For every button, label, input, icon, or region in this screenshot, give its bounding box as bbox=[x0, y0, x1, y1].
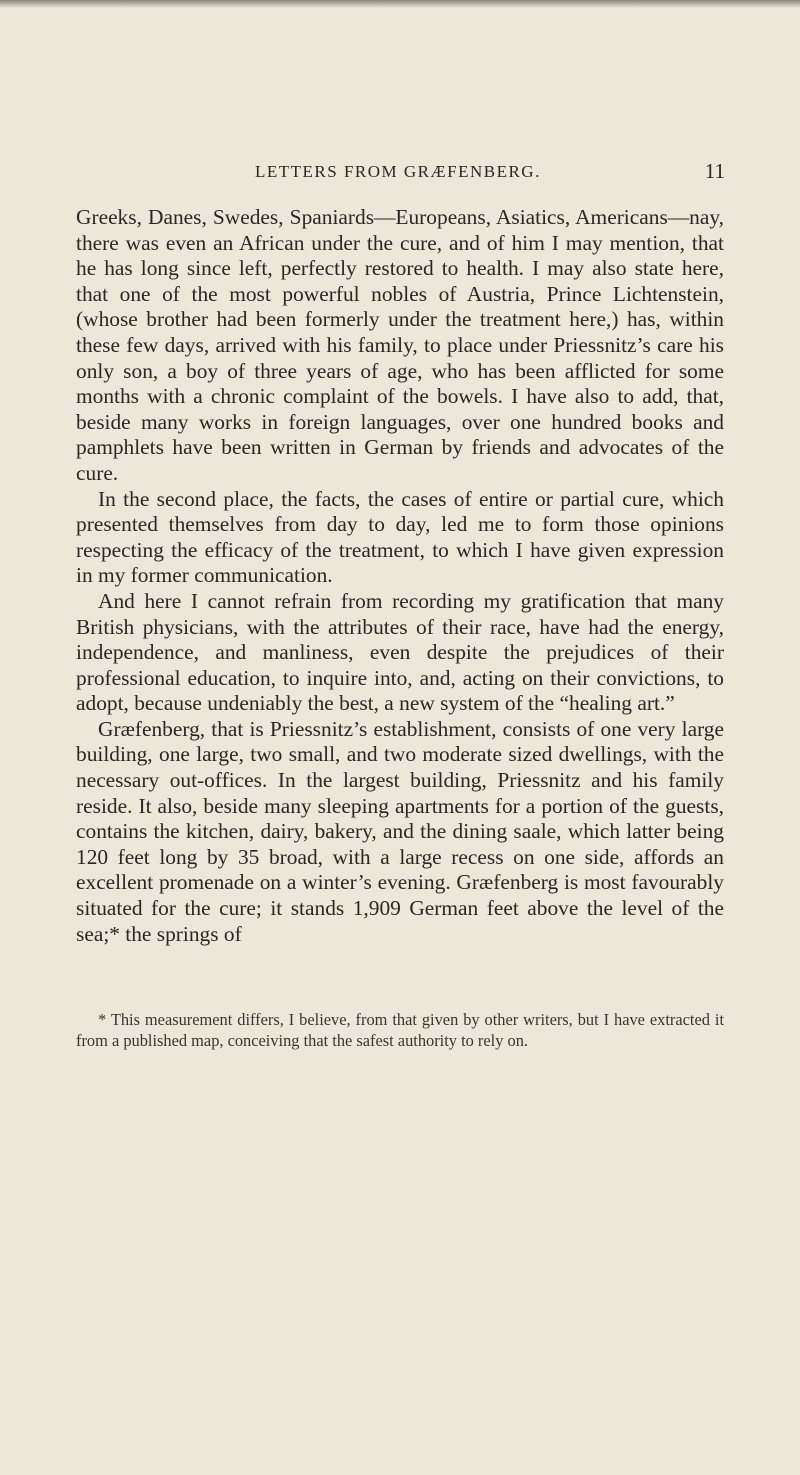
paragraph-3: And here I cannot refrain from recording my gratification that many British physicians, with the attributes of their race, have had the energy, independence, and manliness, even despite the prejudices of their professional education, to inquire into, and, acting on their convictions, to adopt, because undeniably the best, a new system of the “healing art.” bbox=[76, 588, 724, 716]
page-edge bbox=[0, 0, 800, 8]
paragraph-1: Greeks, Danes, Swedes, Spaniards—Europeans, Asiatics, Americans—nay, there was even an African under the cure, and of him I may mention, that he has long since left, perfectly restored to health. I may also state here, that one of the most powerful nobles of Austria, Prince Lichtenstein, (whose brother had been formerly under the treatment here,) has, within these few days, arrived with his family, to place under Priessnitz’s care his only son, a boy of three years of age, who has been afflicted for some months with a chronic complaint of the bowels. I have also to add, that, beside many works in foreign languages, over one hundred books and pamphlets have been written in German by friends and advocates of the cure. bbox=[76, 205, 724, 485]
page-number: 11 bbox=[704, 159, 725, 183]
running-head-title: LETTERS FROM GRÆFENBERG. bbox=[255, 162, 541, 181]
footnote-text: * This measurement differs, I believe, from that given by other writers, but I have extracted it from a published map, conceiving that the safest authority to rely on. bbox=[76, 1010, 724, 1050]
body-text bbox=[76, 205, 724, 947]
paragraph-4: Græfenberg, that is Priessnitz’s establishment, consists of one very large building, one large, two small, and two moderate sized dwellings, with the necessary out-offices. In the largest building, Priessnitz and his family reside. It also, beside many sleeping apartments for a portion of the guests, contains the kitchen, dairy, bakery, and the dining saale, which latter being 120 feet long by 35 broad, with a large recess on one side, affords an excellent promenade on a winter’s evening. Græfenberg is most favourably situated for the cure; it stands 1,909 German feet above the level of the sea;* the springs of bbox=[76, 716, 724, 946]
paragraph-2: In the second place, the facts, the cases of entire or partial cure, which presented themselves from day to day, led me to form those opinions respecting the efficacy of the treatment, to which I have given expression in my former communication. bbox=[76, 486, 724, 588]
running-head bbox=[255, 159, 725, 183]
footnote bbox=[76, 1009, 724, 1051]
